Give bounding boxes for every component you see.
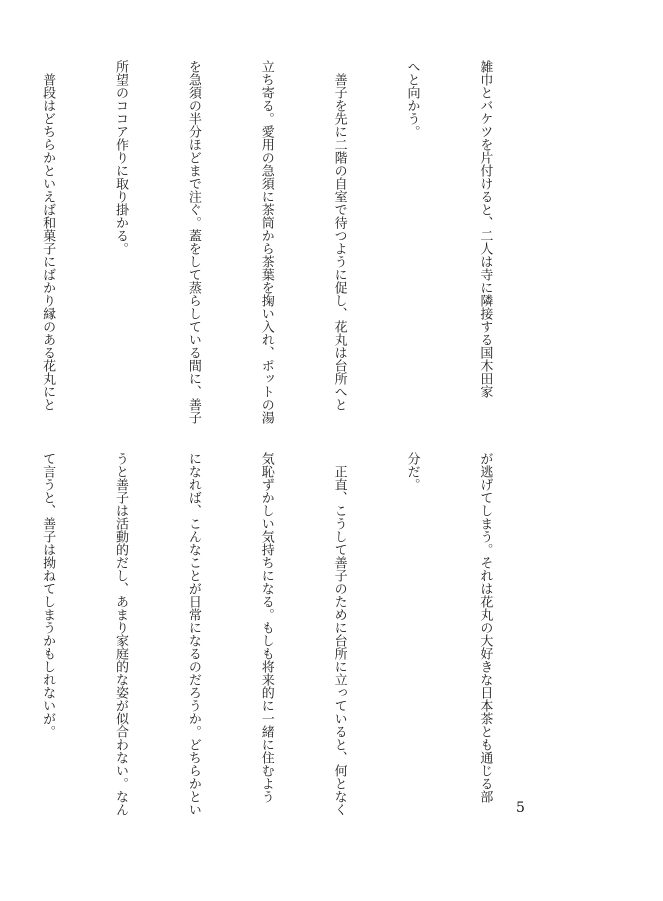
- text-line: 善子を先に二階の自室で待つように促し、花丸は台所へと: [331, 60, 347, 411]
- text-line: 雑巾とバケツを片付けると、二人は寺に隣接する国木田家: [477, 60, 493, 398]
- text-line: 気恥ずかしい気持ちになる。もしも将来的に一緒に住むよう: [258, 452, 274, 803]
- text-line: 所望のココア作りに取り掛かる。: [112, 60, 128, 255]
- text-line: を急須の半分ほどまで注ぐ。蓋をして蒸らしている間に、善子: [185, 60, 201, 424]
- text-line: へと向かう。: [404, 60, 420, 138]
- text-line: て言うと、善子は拗ねてしまうかもしれないが。: [40, 452, 56, 738]
- text-line: 分だ。: [404, 452, 420, 491]
- text-line: が逃げてしまう。それは花丸の大好きな日本茶とも通じる部: [477, 452, 493, 803]
- text-line: うと善子は活動的だし、あまり家庭的な姿が似合わない。なん: [112, 452, 128, 816]
- text-line: 正直、こうして善子のために台所に立っていると、何となく: [331, 452, 347, 816]
- text-block-bottom: [40, 452, 545, 816]
- page-number: 5: [516, 800, 525, 816]
- text-line: 普段はどちらかといえば和菓子にばかり縁のある花丸にと: [40, 60, 56, 411]
- text-line: になれば、こんなことが日常になるのだろうか。どちらかとい: [185, 452, 201, 816]
- text-block-top: [40, 60, 545, 424]
- text-line: 立ち寄る。愛用の急須に茶筒から茶葉を掬い入れ、ポットの湯: [258, 60, 274, 424]
